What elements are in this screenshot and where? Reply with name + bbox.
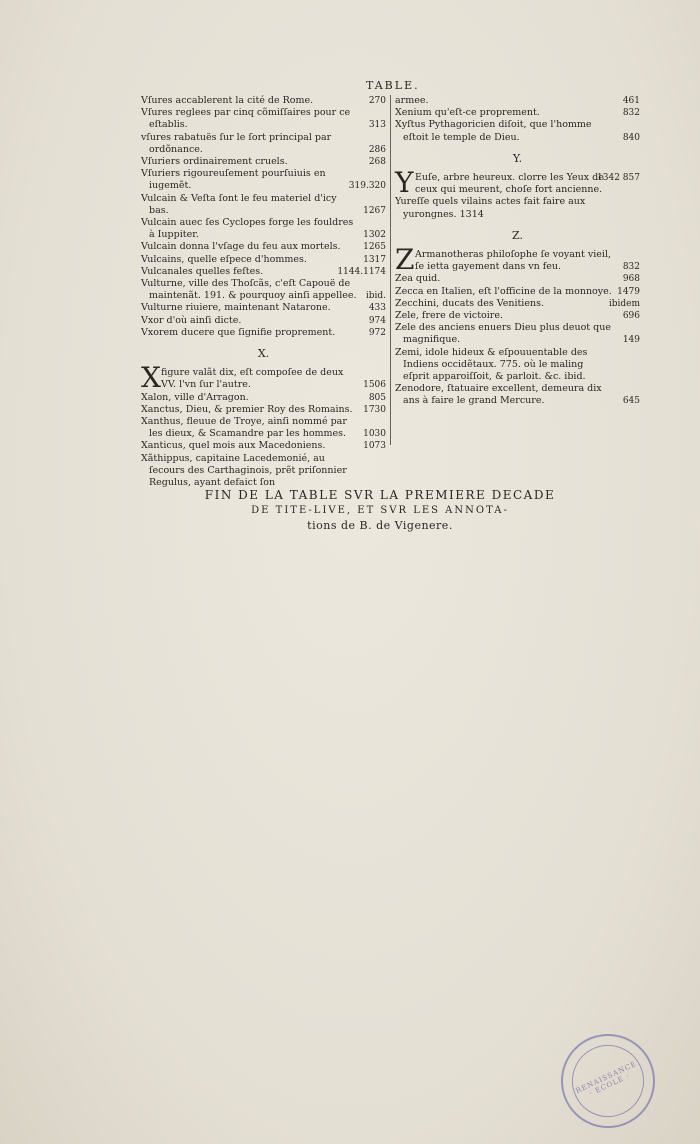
index-entry xyxy=(395,383,640,407)
entry-text: Yureſſe quels vilains actes fait faire aux yurongnes. 1314 xyxy=(395,196,586,220)
index-entry xyxy=(141,168,386,192)
entry-page: 832 xyxy=(622,108,640,119)
index-entry xyxy=(141,132,386,156)
entry-page: 805 xyxy=(368,392,386,403)
entry-page: 1030 xyxy=(363,429,386,440)
entries-x xyxy=(141,392,386,490)
index-entry xyxy=(141,241,386,253)
entry-text: Xyſtus Pythagoricien diſoit, que l'homme eſtoit le temple de Dieu. xyxy=(395,119,592,143)
entry-text: Zemi, idole hideux & eſpouuentable des Indiens occidẽtaux. 775. où le maling eſprit apparoiſſoit, & parloit. &c. ibid. xyxy=(395,346,588,383)
index-entry xyxy=(141,254,386,266)
entry-page: 972 xyxy=(368,327,386,338)
index-entry xyxy=(141,404,386,416)
index-entry xyxy=(141,278,386,302)
index-entry xyxy=(395,119,640,143)
index-entry xyxy=(141,327,386,339)
index-entry xyxy=(141,266,386,278)
library-stamp xyxy=(561,1034,655,1128)
colophon-line-1: FIN DE LA TABLE SVR LA PREMIERE DECADE xyxy=(204,488,556,502)
index-entry xyxy=(141,302,386,314)
entry-page: 1265 xyxy=(363,242,386,253)
entry-text: Vſuriers rigoureuſement pourſuiuis en iugemẽt. xyxy=(141,168,326,192)
entry-page: 1267 xyxy=(363,205,386,216)
entries-z xyxy=(395,273,640,407)
section-heading-x: X. xyxy=(257,347,270,361)
dropcap-x: X xyxy=(141,361,161,395)
entry-page: 832 xyxy=(622,262,640,273)
entry-text: vſures rabatuës ſur le ſort principal par ordõnance. xyxy=(141,131,332,155)
index-entry xyxy=(395,322,640,346)
entry-text: Armanotheras philoſophe ſe voyant vieil, ſe ietta gayement dans vn feu. xyxy=(415,249,611,273)
index-entry xyxy=(395,95,640,107)
index-entry xyxy=(395,286,640,298)
entry-text: Xalon, ville d'Arragon. xyxy=(141,391,249,403)
index-entry xyxy=(395,310,640,322)
entry-page: 1073 xyxy=(363,441,386,452)
column-divider xyxy=(390,95,391,445)
entry-z-first xyxy=(395,243,640,277)
index-entry xyxy=(395,347,640,384)
entry-text: Vulcain auec ſes Cyclopes forge les fouldres à Iuppiter. xyxy=(141,217,354,241)
left-column xyxy=(141,95,386,489)
entry-text: figure valãt dix, eſt compoſee de deux VV. l'vn ſur l'autre. xyxy=(161,367,344,391)
entry-text: Zea quid. xyxy=(395,273,441,285)
entry-page: 286 xyxy=(368,144,386,155)
right-column xyxy=(395,95,640,408)
section-heading-z: Z. xyxy=(512,228,523,242)
entry-page: 313 xyxy=(368,120,386,131)
section-heading-y: Y. xyxy=(512,151,523,165)
entry-text: Vxor d'où ainſi dicte. xyxy=(141,314,242,326)
entry-page: 1144.1174 xyxy=(337,266,386,277)
entry-text: Zecca en Italien, eſt l'officine de la monnoye. xyxy=(395,285,612,297)
entry-page: 1317 xyxy=(363,254,386,265)
entry-page: 840 xyxy=(622,132,640,143)
entry-page: ibidem xyxy=(608,298,640,309)
entry-x-first xyxy=(141,361,386,395)
entry-text: Euſe, arbre heureux. clorre les Yeux de ceux qui meurent, choſe fort ancienne. xyxy=(415,172,604,196)
entry-text: Vulturne, ville des Thoſcãs, c'eſt Capouë de maintenãt. 191. & pourquoy ainſi appellee. xyxy=(141,278,357,302)
colophon-line-2: DE TITE-LIVE, ET SVR LES ANNOTA- xyxy=(251,505,509,516)
index-entry xyxy=(141,107,386,131)
entry-text: Vulcain donna l'vſage du feu aux mortels. xyxy=(141,241,341,253)
index-entry xyxy=(395,298,640,310)
entry-page: 270 xyxy=(368,96,386,106)
stamp-text: RENAISSANCE · ECOLE · xyxy=(560,1033,656,1129)
running-head: TABLE. xyxy=(366,79,420,92)
index-entry xyxy=(141,193,386,217)
entries-y xyxy=(395,196,640,220)
entry-text: Zele des anciens enuers Dieu plus deuot que magnifique. xyxy=(395,322,611,346)
index-entry xyxy=(141,453,386,490)
index-entry xyxy=(141,217,386,241)
dropcap-z: Z xyxy=(395,243,415,277)
entry-page: 461 xyxy=(622,96,640,106)
entry-page: 1730 xyxy=(363,404,386,415)
entry-page: 1342 857 xyxy=(597,173,640,184)
index-entry xyxy=(141,416,386,440)
entry-text: Zenodore, ſtatuaire excellent, demeura dix ans à faire le grand Mercure. xyxy=(395,383,602,407)
index-entry xyxy=(141,315,386,327)
colophon-line-3: tions de B. de Vigenere. xyxy=(307,519,453,532)
entry-text: Vſures reglees par cinq cõmiſſaires pour ce eſtablis. xyxy=(141,107,351,131)
index-entry xyxy=(395,196,640,220)
entry-text: Vulcain & Veſta ſont le feu materiel d'icy bas. xyxy=(141,192,337,216)
entry-page: 1506 xyxy=(363,380,386,391)
entry-page: 696 xyxy=(622,311,640,322)
entry-text: Vulturne riuiere, maintenant Natarone. xyxy=(141,302,331,314)
entry-text: Vſures accablerent la cité de Rome. xyxy=(141,95,314,106)
entry-text: Xanticus, quel mois aux Macedoniens. xyxy=(141,440,326,452)
entry-page: 1479 xyxy=(617,286,640,297)
index-entry xyxy=(395,273,640,285)
index-entry xyxy=(141,95,386,107)
index-entry xyxy=(141,156,386,168)
entry-page: 149 xyxy=(622,335,640,346)
entry-text: Xãthippus, capitaine Lacedemonié, au ſecours des Carthaginois, prẽt priſonnier Regulus, ayant defaict ſon xyxy=(141,452,347,489)
entry-text: Vſuriers ordinairement cruels. xyxy=(141,156,288,168)
entry-page: 268 xyxy=(368,157,386,168)
entry-text: Xanthus, fleuue de Troye, ainſi nommé par les dieux, & Scamandre par les hommes. xyxy=(141,416,347,440)
colophon xyxy=(140,488,620,533)
entry-text: Zele, frere de victoire. xyxy=(395,310,503,322)
entry-text: Xenium qu'eſt-ce proprement. xyxy=(395,107,540,119)
entries-v xyxy=(141,95,386,339)
entry-text: Zecchini, ducats des Venitiens. xyxy=(395,297,544,309)
dropcap-y: Y xyxy=(395,166,414,200)
entry-page: ibid. xyxy=(365,291,386,302)
index-entry xyxy=(141,440,386,452)
entry-text: Vxorem ducere que ſignifie proprement. xyxy=(141,326,336,338)
index-entry xyxy=(141,392,386,404)
entry-text: Vulcanales quelles feſtes. xyxy=(141,265,264,277)
entry-page: 645 xyxy=(622,396,640,407)
index-entry xyxy=(395,107,640,119)
entry-page: 968 xyxy=(622,274,640,285)
entry-text: Vulcains, quelle eſpece d'hommes. xyxy=(141,253,307,265)
entry-text: armee. xyxy=(395,95,429,106)
entry-text: Xanctus, Dieu, & premier Roy des Romains. xyxy=(141,403,353,415)
entry-page: 1302 xyxy=(363,230,386,241)
entry-page: 319.320 xyxy=(348,181,386,192)
entry-page: 974 xyxy=(368,315,386,326)
entry-page: 433 xyxy=(368,303,386,314)
entry-y-first xyxy=(395,166,640,200)
entries-x-cont xyxy=(395,95,640,144)
